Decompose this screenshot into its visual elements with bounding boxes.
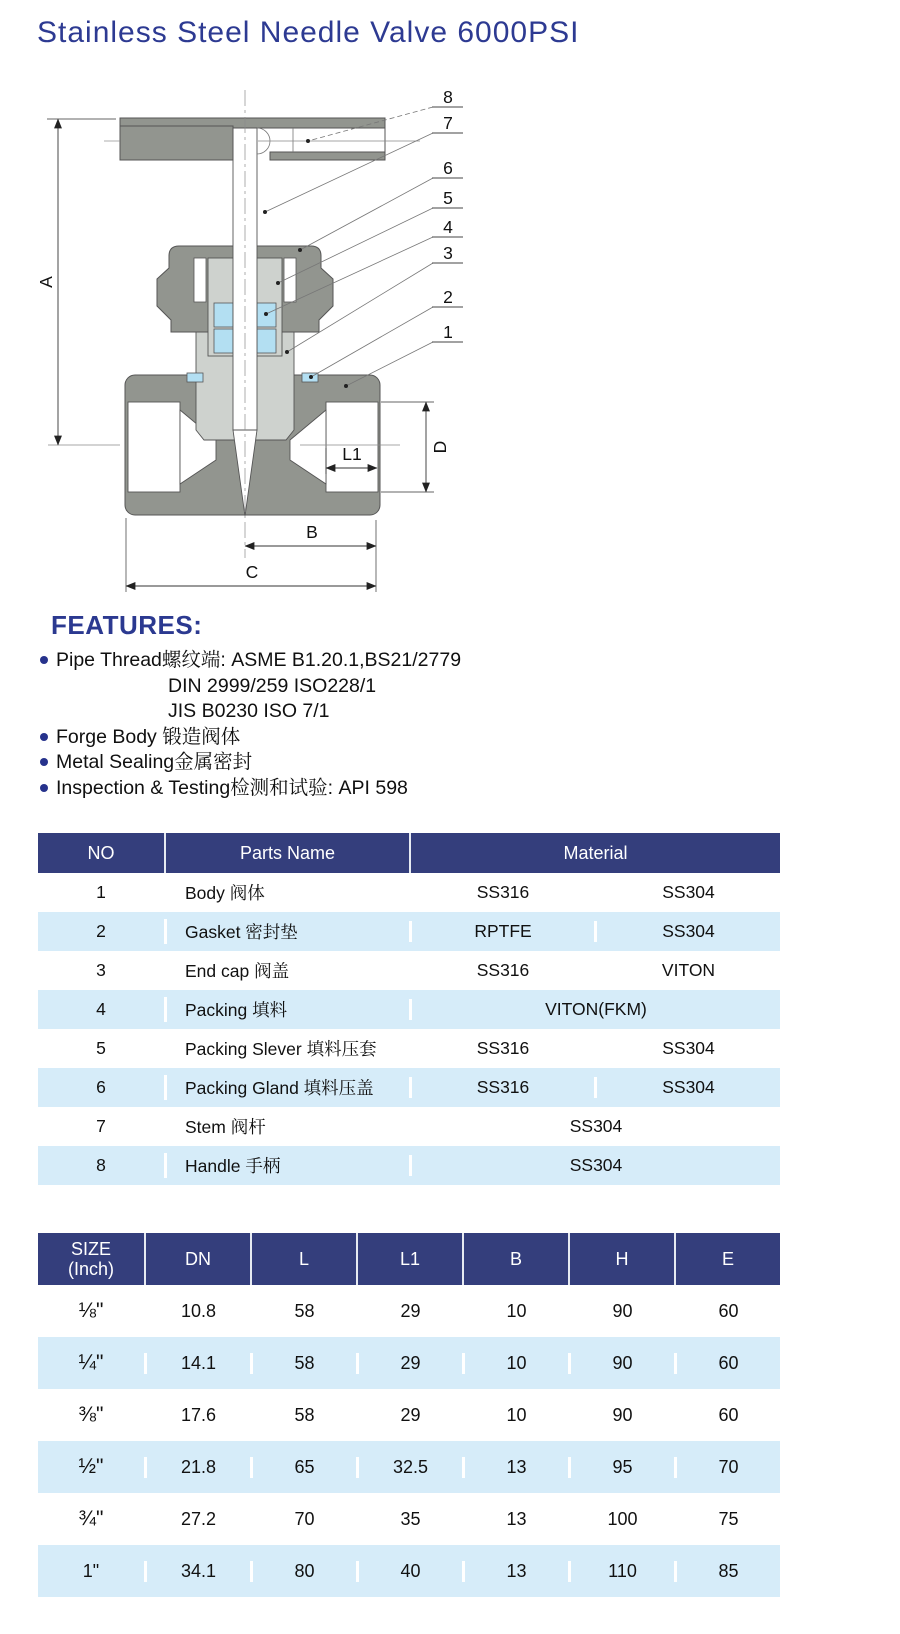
cell-no: 4 <box>96 999 106 1019</box>
feature-item-forge-body <box>38 725 738 751</box>
cell-h: 95 <box>568 1457 674 1478</box>
features-heading: FEATURES: <box>51 610 203 640</box>
cell-size: 1" <box>82 1560 100 1581</box>
callout-5: 5 <box>443 188 453 208</box>
cell-material: VITON(FKM) <box>409 999 780 1020</box>
parts-table-header <box>38 833 780 873</box>
cell-l: 58 <box>250 1405 356 1426</box>
cell-l1: 40 <box>356 1561 462 1582</box>
cell-material: RPTFE <box>409 921 594 942</box>
col-header-parts-name: Parts Name <box>164 833 409 873</box>
bullet-icon <box>40 656 48 664</box>
col-header-no: NO <box>87 842 115 863</box>
bullet-icon <box>40 784 48 792</box>
col-header-dn: DN <box>144 1233 250 1285</box>
cell-part-name: End cap 阀盖 <box>164 958 409 983</box>
callout-7: 7 <box>443 113 453 133</box>
bullet-icon <box>40 733 48 741</box>
cell-material: SS304 <box>594 882 780 903</box>
feature-text: Forge Body 锻造阀体 <box>56 725 241 748</box>
cell-l: 70 <box>250 1509 356 1530</box>
col-header-size: SIZE (Inch) <box>67 1239 114 1279</box>
callout-6: 6 <box>443 158 453 178</box>
table-row <box>38 873 780 912</box>
table-row <box>38 1337 780 1389</box>
size-table <box>38 1233 780 1597</box>
feature-subline: DIN 2999/259 ISO228/1 <box>168 674 377 697</box>
col-header-l1: L1 <box>356 1233 462 1285</box>
callout-1: 1 <box>443 322 453 342</box>
table-row <box>38 1285 780 1337</box>
cell-no: 3 <box>96 960 106 980</box>
cell-part-name: Handle 手柄 <box>164 1153 409 1178</box>
col-header-l: L <box>250 1233 356 1285</box>
cell-size: ¼" <box>78 1351 104 1374</box>
cell-e: 85 <box>674 1561 780 1582</box>
cell-part-name: Stem 阀杆 <box>164 1114 409 1139</box>
cell-material: SS316 <box>409 1038 594 1059</box>
cell-h: 90 <box>568 1301 674 1322</box>
cell-dn: 21.8 <box>144 1457 250 1478</box>
col-header-h: H <box>568 1233 674 1285</box>
cell-material: SS316 <box>409 960 594 981</box>
cell-part-name: Gasket 密封垫 <box>164 919 409 944</box>
table-row <box>38 951 780 990</box>
cell-part-name: Packing Slever 填料压套 <box>164 1036 409 1061</box>
cell-b: 10 <box>462 1301 568 1322</box>
col-header-e: E <box>674 1233 780 1285</box>
cell-material: SS304 <box>409 1155 780 1176</box>
callout-3: 3 <box>443 243 453 263</box>
cell-material: SS304 <box>594 921 780 942</box>
cell-h: 110 <box>568 1561 674 1582</box>
cell-material: SS304 <box>594 1077 780 1098</box>
cell-no: 8 <box>96 1155 106 1175</box>
cell-no: 1 <box>96 882 106 902</box>
cell-l1: 29 <box>356 1353 462 1374</box>
feature-item-inspection <box>38 776 738 802</box>
callout-2: 2 <box>443 287 453 307</box>
cell-no: 6 <box>96 1077 106 1097</box>
cell-b: 13 <box>462 1509 568 1530</box>
cell-h: 90 <box>568 1405 674 1426</box>
size-table-header <box>38 1233 780 1285</box>
callout-numbers <box>443 87 453 342</box>
cell-material: SS316 <box>409 882 594 903</box>
col-header-material: Material <box>409 833 780 873</box>
cell-h: 100 <box>568 1509 674 1530</box>
feature-item-pipe-thread <box>38 648 738 674</box>
cell-material: SS304 <box>409 1116 780 1137</box>
table-row <box>38 1545 780 1597</box>
dim-label-b: B <box>306 522 318 542</box>
cell-dn: 14.1 <box>144 1353 250 1374</box>
dim-label-d: D <box>430 440 450 454</box>
cell-no: 2 <box>96 921 106 941</box>
callout-4: 4 <box>443 217 453 237</box>
cell-e: 70 <box>674 1457 780 1478</box>
cell-l: 58 <box>250 1301 356 1322</box>
feature-text: Inspection & Testing检测和试验: API 598 <box>56 776 408 799</box>
table-row <box>38 1493 780 1545</box>
table-row <box>38 1068 780 1107</box>
cell-b: 13 <box>462 1561 568 1582</box>
table-row <box>38 1146 780 1185</box>
cell-part-name: Body 阀体 <box>164 880 409 905</box>
col-header-b: B <box>462 1233 568 1285</box>
cell-dn: 17.6 <box>144 1405 250 1426</box>
cell-dn: 34.1 <box>144 1561 250 1582</box>
parts-table <box>38 833 780 1185</box>
cell-material: VITON <box>594 960 780 981</box>
cell-l1: 29 <box>356 1405 462 1426</box>
cell-part-name: Packing 填料 <box>164 997 409 1022</box>
cell-dn: 10.8 <box>144 1301 250 1322</box>
cell-dn: 27.2 <box>144 1509 250 1530</box>
dim-label-c: C <box>245 562 259 582</box>
cell-size: ⅛" <box>78 1299 104 1322</box>
feature-text: Pipe Thread螺纹端: ASME B1.20.1,BS21/2779 <box>56 649 462 671</box>
table-row <box>38 1441 780 1493</box>
valve-cross-section-diagram <box>30 78 490 603</box>
cell-l: 80 <box>250 1561 356 1582</box>
page-title: Stainless Steel Needle Valve 6000PSI <box>37 16 580 49</box>
table-row <box>38 912 780 951</box>
cell-h: 90 <box>568 1353 674 1374</box>
callout-8: 8 <box>443 87 453 107</box>
cell-e: 60 <box>674 1353 780 1374</box>
cell-size: ½" <box>78 1455 104 1478</box>
feature-item-metal-sealing <box>38 750 738 776</box>
cell-b: 10 <box>462 1405 568 1426</box>
feature-subline: JIS B0230 ISO 7/1 <box>168 700 330 722</box>
valve-gasket-left <box>187 373 203 382</box>
valve-handle <box>104 118 420 160</box>
cell-e: 75 <box>674 1509 780 1530</box>
cell-part-name: Packing Gland 填料压盖 <box>164 1075 409 1100</box>
feature-text: Metal Sealing金属密封 <box>56 751 253 773</box>
cell-b: 13 <box>462 1457 568 1478</box>
cell-no: 5 <box>96 1038 106 1058</box>
features-section <box>38 610 738 801</box>
cell-size: ¾" <box>78 1507 104 1530</box>
cell-l1: 35 <box>356 1509 462 1530</box>
cell-l: 65 <box>250 1457 356 1478</box>
dim-label-a: A <box>36 276 56 288</box>
dim-label-l1: L1 <box>342 444 362 464</box>
cell-material: SS304 <box>594 1038 780 1059</box>
cell-material: SS316 <box>409 1077 594 1098</box>
cell-no: 7 <box>96 1116 106 1136</box>
table-row <box>38 990 780 1029</box>
cell-l1: 29 <box>356 1301 462 1322</box>
table-row <box>38 1029 780 1068</box>
cell-e: 60 <box>674 1405 780 1426</box>
cell-size: ⅜" <box>78 1403 104 1426</box>
table-row <box>38 1107 780 1146</box>
cell-b: 10 <box>462 1353 568 1374</box>
table-row <box>38 1389 780 1441</box>
cell-l1: 32.5 <box>356 1457 462 1478</box>
bullet-icon <box>40 758 48 766</box>
cell-l: 58 <box>250 1353 356 1374</box>
cell-e: 60 <box>674 1301 780 1322</box>
